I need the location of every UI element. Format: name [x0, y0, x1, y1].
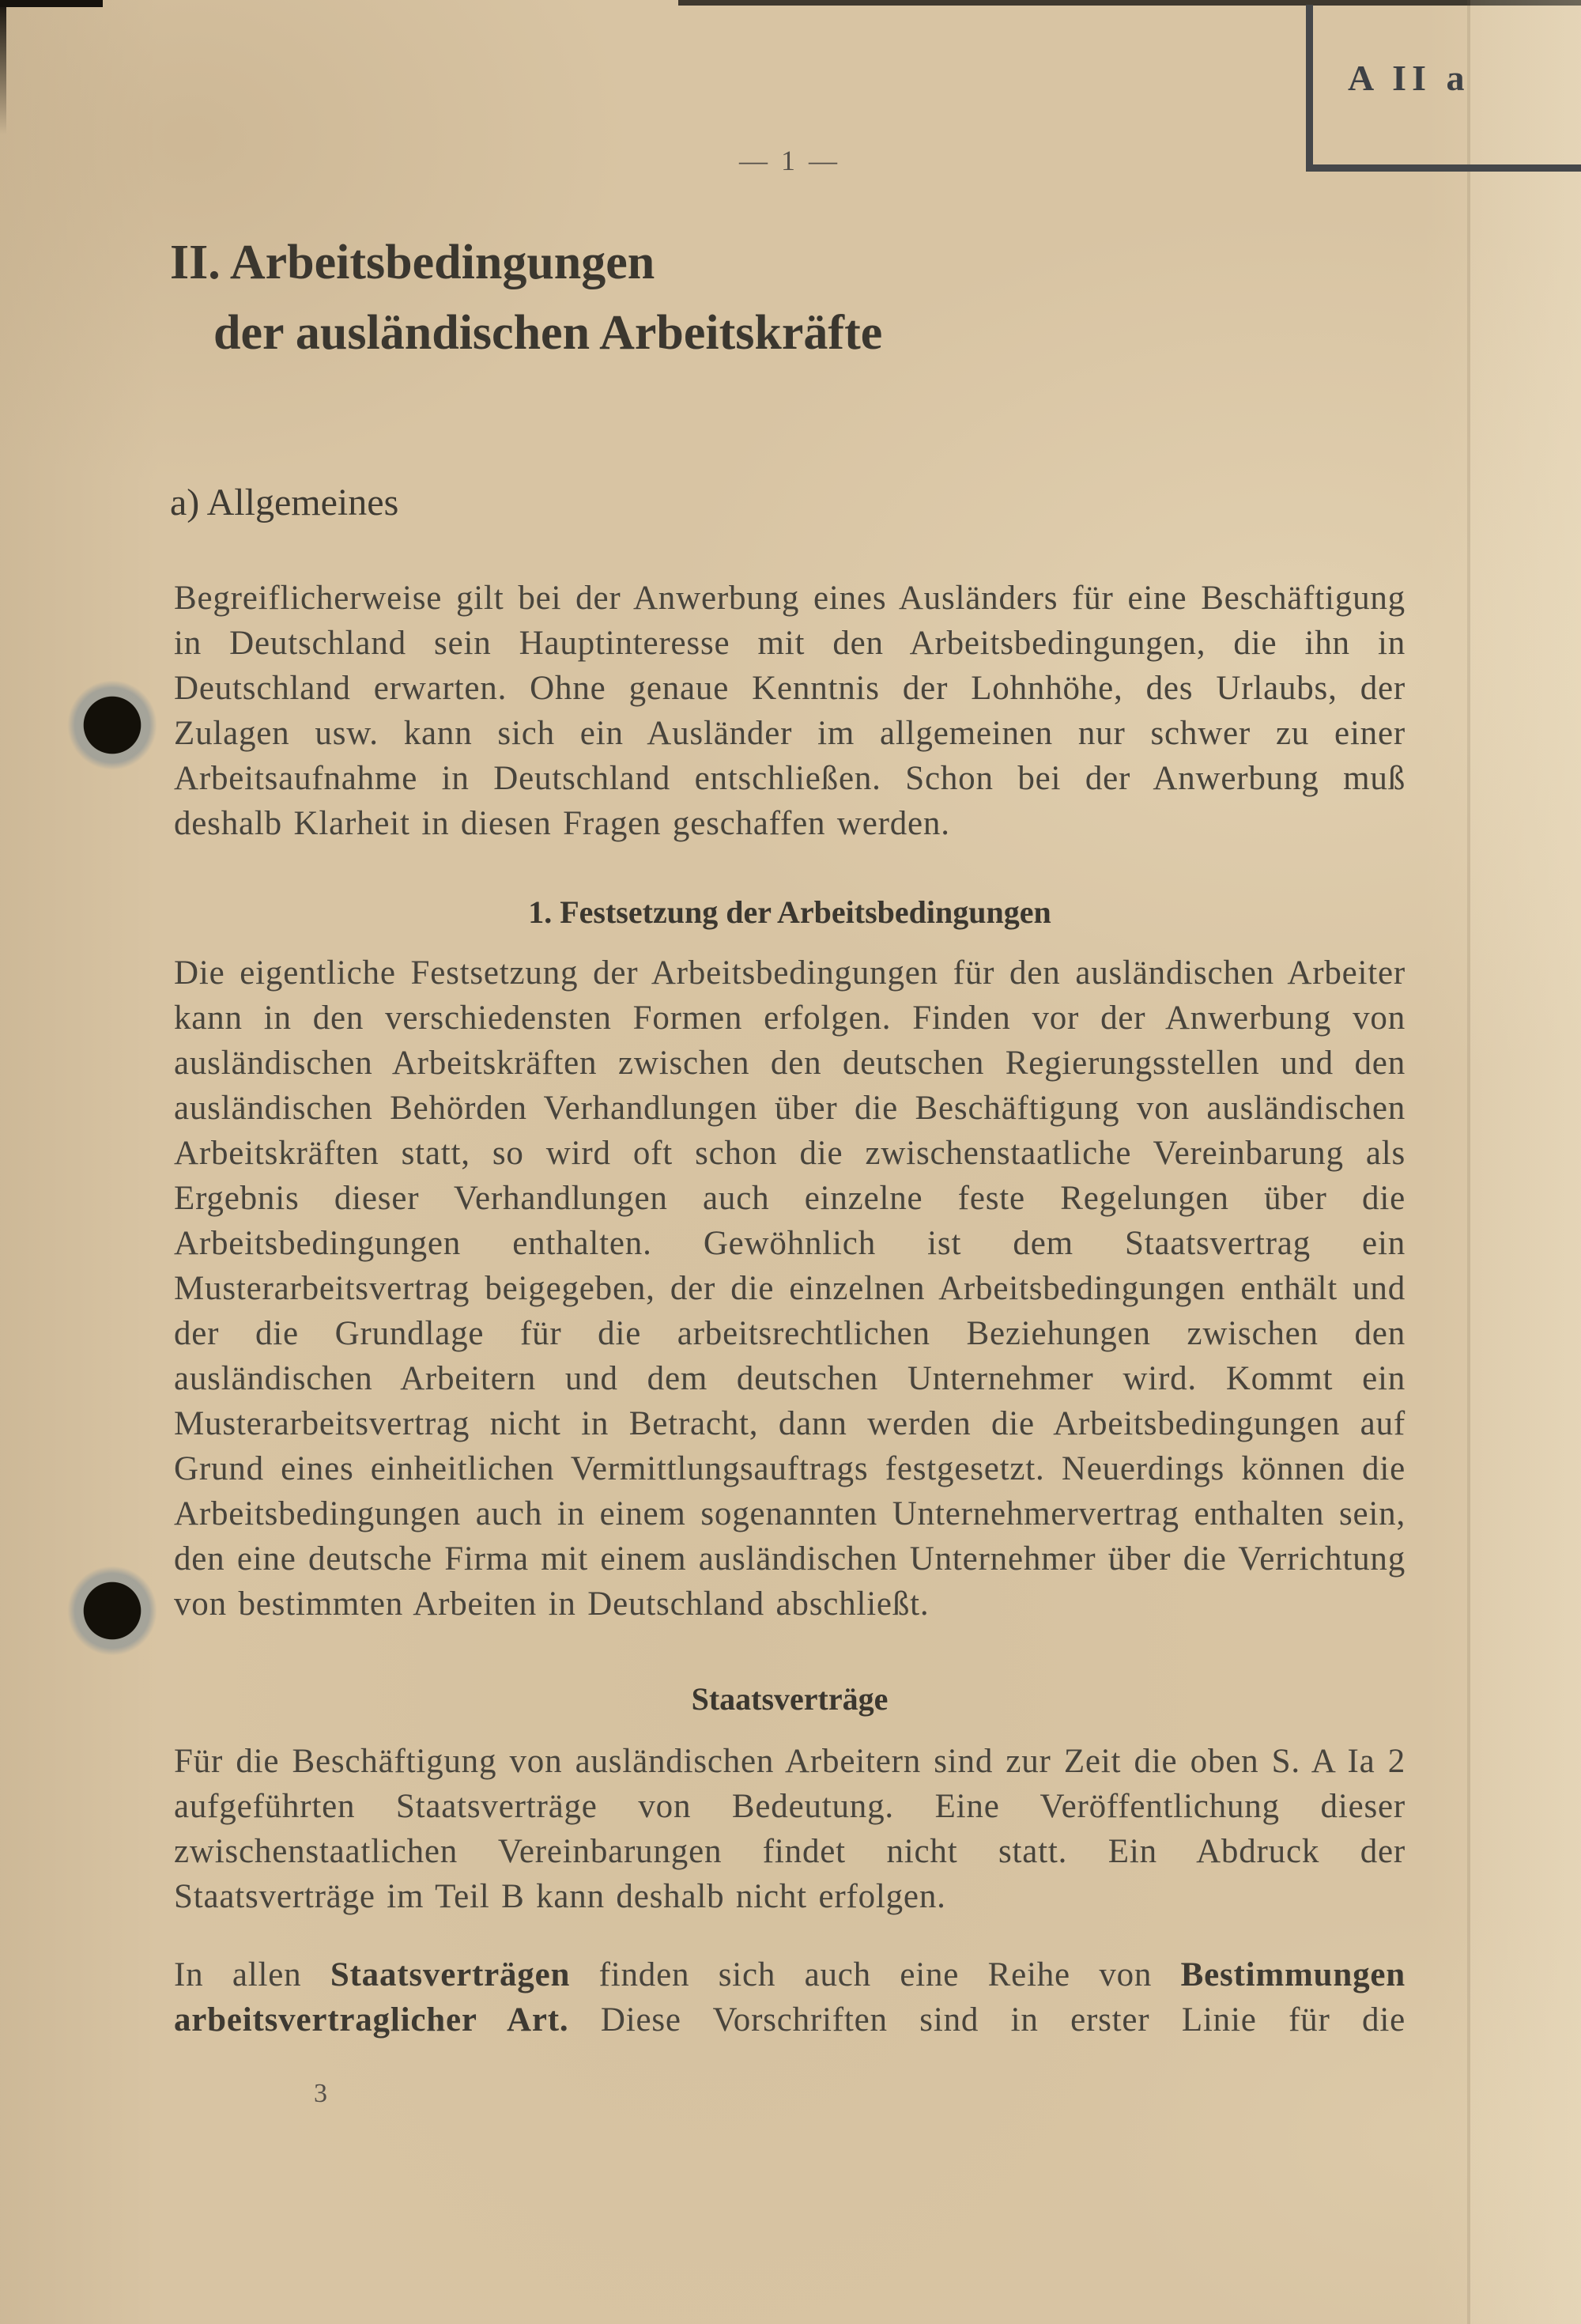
p4-bold-bestimmungen: Bestimmungen arbeitsvertraglicher Art. — [174, 1956, 1406, 2039]
hole-punch-top — [66, 678, 159, 772]
paragraph-staatsvertraege: Für die Beschäftigung von ausländischen Arbeitern sind zur Zeit die oben S. A Ia 2 aufgeführten Staatsverträge von Bedeutung. Eine Veröffentlichung dieser zwischenstaatlichen Vereinbarungen findet nicht statt. Ein Abdruck der Staatsverträge im Teil B kann deshalb nicht erfolgen. — [174, 1743, 1406, 1915]
footer-page-number: 3 — [314, 2079, 327, 2108]
paragraph-bestimmungen — [174, 1952, 1406, 2042]
text-column — [170, 144, 1406, 2109]
scan-edge-top-left — [0, 0, 103, 7]
document-title — [170, 228, 1406, 368]
title-line-2: der ausländischen Arbeitskräfte — [213, 306, 883, 360]
page-fold-band — [1470, 0, 1581, 2324]
subheading-staatsvertraege: Staatsverträge — [691, 1681, 889, 1717]
scan-edge-left — [0, 0, 6, 134]
p4-mid: finden sich auch eine Reihe von — [570, 1956, 1181, 1993]
hole-punch-bottom — [66, 1564, 159, 1657]
paragraph-allgemeines: Begreiflicherweise gilt bei der Anwerbung eines Ausländers für eine Beschäftigung in Deutschland sein Hauptinteresse mit den Arbeitsbedingungen, die ihn in Deutschland erwarten. Ohne genaue Kenntnis der Lohnhöhe, des Urlaubs, der Zulagen usw. kann sich ein Ausländer im allgemeinen nur schwer zu einer Arbeitsaufnahme in Deutschland entschließen. Schon bei der Anwerbung muß deshalb Klarheit in diesen Fragen geschaffen werden. — [174, 580, 1406, 842]
section-a-heading: a) Allgemeines — [170, 482, 399, 523]
p4-tail: Diese Vorschriften sind in erster Linie für die — [568, 2001, 1406, 2039]
paragraph-festsetzung: Die eigentliche Festsetzung der Arbeitsbedingungen für den ausländischen Arbeiter kann in den verschiedensten Formen erfolgen. Finden vor der Anwerbung von ausländischen Arbeitskräften zwischen den deutschen Regierungsstellen und den ausländischen Behörden Verhandlungen über die Beschäftigung von ausländischen Arbeitskräften statt, so wird oft schon die zwischenstaatliche Vereinbarung als Ergebnis dieser Verhandlungen auch einzelne feste Regelungen über die Arbeitsbedingungen enthalten. Gewöhnlich ist dem Staatsvertrag ein Musterarbeitsvertrag beigegeben, der die einzelnen Arbeitsbedingungen enthält und der die Grundlage für die arbeitsrechtlichen Beziehungen zwischen den ausländischen Arbeitern und dem deutschen Unternehmer wird. Kommt ein Musterarbeitsvertrag nicht in Betracht, dann werden die Arbeitsbedingungen auf Grund eines einheitlichen Vermittlungsauftrags festgesetzt. Neuerdings können die Arbeitsbedingungen auch in einem sogenannten Unternehmervertrag enthalten sein, den eine deutsche Firma mit einem ausländischen Unternehmer über die Verrichtung von bestimmten Arbeiten in Deutschland abschließt. — [174, 954, 1406, 1623]
p4-bold-staatsvertraegen: Staatsverträgen — [330, 1956, 571, 1993]
p4-lead: In allen — [174, 1956, 330, 1993]
classification-label: A II a — [1348, 58, 1470, 98]
title-line-1: II. Arbeitsbedingungen — [170, 236, 655, 289]
page-crease — [1467, 0, 1470, 2324]
page-number: — 1 — — [739, 145, 840, 176]
subheading-festsetzung: 1. Festsetzung der Arbeitsbedingungen — [528, 894, 1051, 930]
